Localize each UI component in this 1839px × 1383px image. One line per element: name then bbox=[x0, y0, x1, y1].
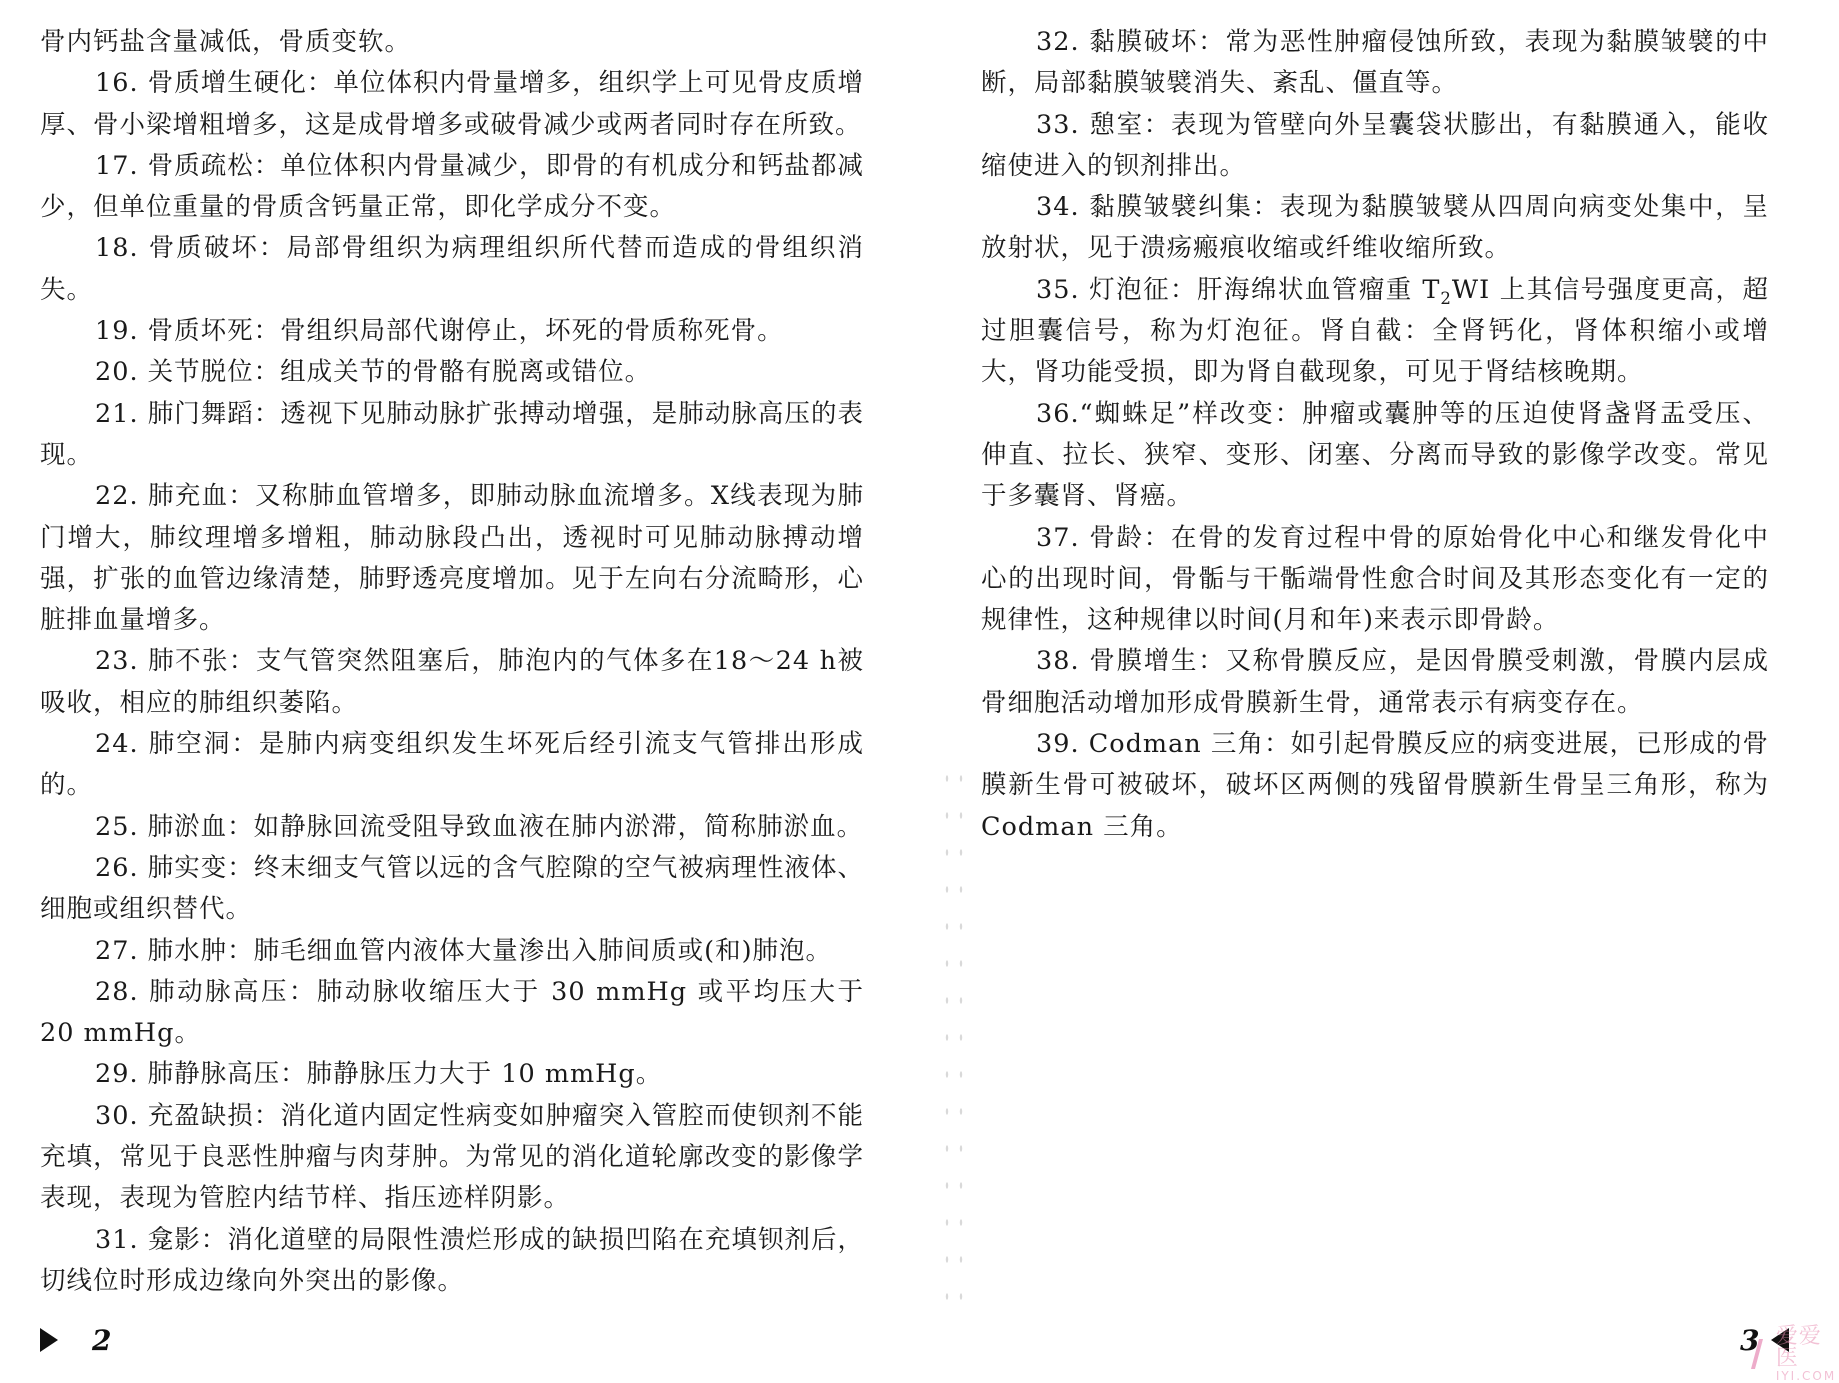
watermark-text bbox=[1776, 1326, 1839, 1382]
page-arrow-right-icon bbox=[40, 1328, 58, 1352]
glossary-entry: 39. Codman 三角：如引起骨膜反应的病变进展，已形成的骨膜新生骨可被破坏，破坏区两侧的残留骨膜新生骨呈三角形，称为 Codman 三角。 bbox=[981, 729, 1769, 842]
glossary-entry: 38. 骨膜增生：又称骨膜反应，是因骨膜受刺激，骨膜内层成骨细胞活动增加形成骨膜新生骨，通常表示有病变存在。 bbox=[981, 646, 1769, 718]
glossary-entry bbox=[981, 270, 1769, 394]
glossary-entry: 23. 肺不张：支气管突然阻塞后，肺泡内的气体多在18～24 h被吸收，相应的肺组织萎陷。 bbox=[40, 646, 864, 718]
watermark-cn: 爱爱医 bbox=[1775, 1324, 1822, 1371]
subscript: 2 bbox=[1440, 288, 1452, 308]
left-page-number: 2 bbox=[92, 1323, 112, 1357]
entry-text-part: WI 上其信号强度更高，超过胆囊信号，称为灯泡征。肾自截：全肾钙化，肾体积缩小或增大，肾功能受损，即为肾自截现象，可见于肾结核晚期。 bbox=[981, 274, 1769, 388]
glossary-entry: 36.“蜘蛛足”样改变：肿瘤或囊肿等的压迫使肾盏肾盂受压、伸直、拉长、狭窄、变形、闭塞、分离而导致的影像学改变。常见于多囊肾、肾癌。 bbox=[981, 398, 1769, 512]
glossary-entry: 29. 肺静脉高压：肺静脉压力大于 10 mmHg。 bbox=[95, 1059, 663, 1090]
left-page-footer bbox=[40, 1320, 111, 1360]
site-watermark-logo bbox=[1755, 1326, 1839, 1382]
glossary-entry: 37. 骨龄：在骨的发育过程中骨的原始骨化中心和继发骨化中心的出现时间，骨骺与干骺端骨性愈合时间及其形态变化有一定的规律性，这种规律以时间(月和年)来表示即骨龄。 bbox=[981, 522, 1769, 636]
glossary-entry: 20. 关节脱位：组成关节的骨骼有脱离或错位。 bbox=[95, 357, 652, 388]
glossary-entry: 17. 骨质疏松：单位体积内骨量减少，即骨的有机成分和钙盐都减少，但单位重量的骨质含钙量正常，即化学成分不变。 bbox=[40, 150, 864, 223]
glossary-entry: 21. 肺门舞蹈：透视下见肺动脉扩张搏动增强，是肺动脉高压的表现。 bbox=[40, 398, 864, 470]
continued-paragraph: 骨内钙盐含量减低，骨质变软。 bbox=[40, 27, 412, 57]
watermark-mark-icon bbox=[1751, 1339, 1776, 1369]
glossary-entry: 32. 黏膜破坏：常为恶性肿瘤侵蚀所致，表现为黏膜皱襞的中断，局部黏膜皱襞消失、紊乱、僵直等。 bbox=[981, 27, 1769, 99]
glossary-entry: 27. 肺水肿：肺毛细血管内液体大量渗出入肺间质或(和)肺泡。 bbox=[95, 935, 833, 966]
watermark-en: IYI.COM bbox=[1775, 1369, 1837, 1383]
glossary-entry: 24. 肺空洞：是肺内病变组织发生坏死后经引流支气管排出形成的。 bbox=[40, 729, 864, 801]
glossary-entry: 22. 肺充血：又称肺血管增多，即肺动脉血流增多。X线表现为肺门增大，肺纹理增多增粗，肺动脉段凸出，透视时可见肺动脉搏动增强，扩张的血管边缘清楚，肺野透亮度增加。见于左向右分流畸形，心脏排血量增多。 bbox=[40, 481, 864, 636]
right-page-text-column bbox=[981, 22, 1769, 848]
glossary-entry: 16. 骨质增生硬化：单位体积内骨量增多，组织学上可见骨皮质增厚、骨小梁增粗增多，这是成骨增多或破骨减少或两者同时存在所致。 bbox=[40, 68, 864, 140]
glossary-entry: 30. 充盈缺损：消化道内固定性病变如肿瘤突入管腔而使钡剂不能充填，常见于良恶性肿瘤与肉芽肿。为常见的消化道轮廓改变的影像学表现，表现为管腔内结节样、指压迹样阴影。 bbox=[40, 1100, 864, 1214]
left-page-text-column bbox=[40, 22, 864, 1302]
right-page bbox=[960, 0, 1839, 1379]
right-page-number: 3 bbox=[1740, 1323, 1760, 1357]
entry-text-part: 35. 灯泡征：肝海绵状血管瘤重 T bbox=[1036, 274, 1441, 305]
glossary-entry: 33. 憩室：表现为管壁向外呈囊袋状膨出，有黏膜通入，能收缩使进入的钡剂排出。 bbox=[981, 109, 1769, 181]
glossary-entry: 18. 骨质破坏：局部骨组织为病理组织所代替而造成的骨组织消失。 bbox=[40, 233, 864, 305]
left-page bbox=[0, 0, 900, 1379]
glossary-entry: 19. 骨质坏死：骨组织局部代谢停止，坏死的骨质称死骨。 bbox=[95, 316, 784, 347]
glossary-entry: 26. 肺实变：终末细支气管以远的含气腔隙的空气被病理性液体、细胞或组织替代。 bbox=[40, 852, 864, 925]
glossary-entry: 25. 肺淤血：如静脉回流受阻导致血液在肺内淤滞，简称肺淤血。 bbox=[95, 811, 864, 842]
glossary-entry: 34. 黏膜皱襞纠集：表现为黏膜皱襞从四周向病变处集中，呈放射状，见于溃疡瘢痕收缩或纤维收缩所致。 bbox=[981, 192, 1769, 264]
glossary-entry: 31. 龛影：消化道壁的局限性溃烂形成的缺损凹陷在充填钡剂后，切线位时形成边缘向外突出的影像。 bbox=[40, 1224, 864, 1296]
glossary-entry: 28. 肺动脉高压：肺动脉收缩压大于 30 mmHg 或平均压大于 20 mmHg。 bbox=[40, 976, 864, 1049]
